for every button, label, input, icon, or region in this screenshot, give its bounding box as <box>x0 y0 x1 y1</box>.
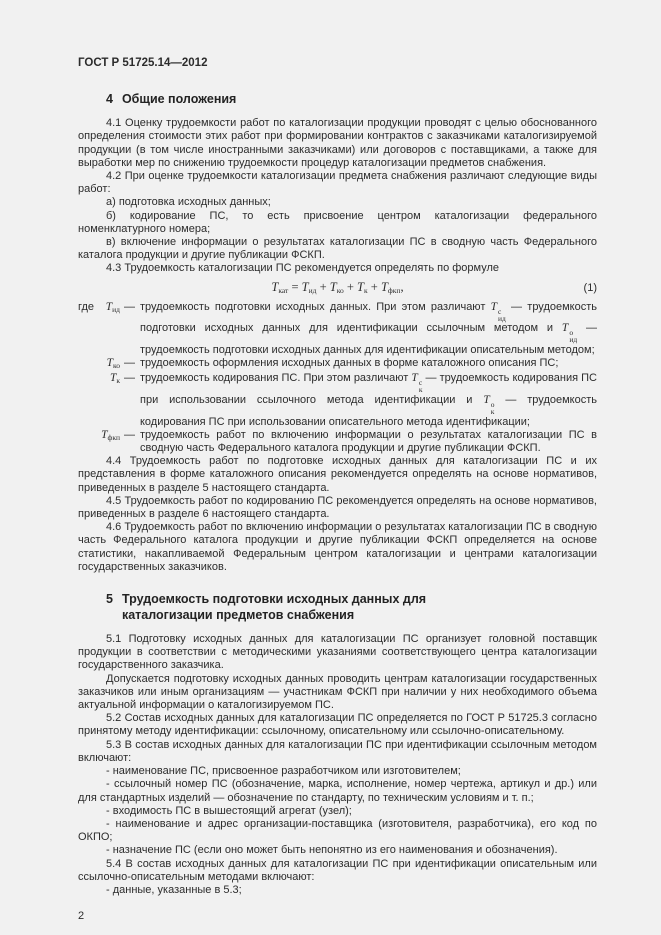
section-5-heading <box>106 591 597 623</box>
formula-row <box>78 281 597 297</box>
paragraph-5-4: 5.4 В состав исходных данных для каталогизации ПС при идентификации описательным или ссылочно-описательным методами включают: <box>78 857 597 883</box>
definition-row <box>78 301 597 357</box>
section-4-title: Общие положения <box>121 92 237 107</box>
paragraph-4-2: 4.2 При оценке трудоемкости каталогизации предмета снабжения различают следующие виды работ: <box>78 170 597 196</box>
term-definition: трудоемкость подготовки исходных данных. При этом различают Т с ид — трудоемкость подготовки исходных данных для идентификации ссылочным методом и Т о ид — трудоемкость подготовки исходных данных для идентификации описательным методом; <box>140 300 598 357</box>
definition-list <box>78 301 597 455</box>
paragraph-5-1b: Допускается подготовку исходных данных проводить центрам каталогизации государственных заказчиков или иным организациям — участникам ФСКП при наличии у них необходимого объема актуальной информации о каталогизируемом ПС. <box>78 672 597 712</box>
term-symbol: $Т_{ид}$ <box>105 300 120 314</box>
paragraph-5-1: 5.1 Подготовку исходных данных для каталогизации ПС организует головной поставщик продукции в соответствии с методическими указаниями соответствующего центра каталогизации государственного заказчика. <box>78 633 597 672</box>
section-4-heading <box>106 91 597 107</box>
term-symbol: $Т_к$ <box>109 372 120 386</box>
list-item: - наименование ПС, присвоенное разработчиком или изготовителем; <box>106 765 461 778</box>
paragraph-4-6: 4.6 Трудоемкость работ по включению информации о результатах каталогизации ПС в сводную часть Федерального каталога продукции и другие публикации ФСКП определяется на основе статистики, накапливаемой Федеральным центром каталогизации и центрами каталогизации государственных заказчиков. <box>78 521 597 573</box>
page-content <box>78 57 597 923</box>
term-dash: — <box>124 357 135 370</box>
term-dash: — <box>124 300 135 313</box>
definition-row <box>78 372 597 428</box>
paragraph-4-3: 4.3 Трудоемкость каталогизации ПС рекомендуется определять по формуле <box>106 262 500 275</box>
formula: $Т_{кат} = Т_{ид} + Т_{ко} + Т_к + Т_{фкп}$, <box>271 279 404 295</box>
page-number: 2 <box>78 910 85 923</box>
list-item: - входимость ПС в вышестоящий агрегат (узел); <box>106 804 352 817</box>
list-item-b: б) кодирование ПС, то есть присвоение центром каталогизации федерального номенклатурного номера; <box>78 209 597 235</box>
list-item: - назначение ПС (если оно может быть непонятно из его наименования и обозначения). <box>106 844 558 857</box>
list-item: - данные, указанные в 5.3; <box>106 883 242 896</box>
term-symbol: $Т_{фкп}$ <box>101 428 120 442</box>
term-dash: — <box>124 372 135 385</box>
paragraph-4-4: 4.4 Трудоемкость работ по подготовке исходных данных для каталогизации ПС и их представления в форме каталожного описания рекомендуется определять на основе нормативов, приведенных в разделе 5 настоящего стандарта. <box>78 455 597 494</box>
formula-number: (1) <box>583 281 597 294</box>
running-header: ГОСТ Р 51725.14—2012 <box>78 57 208 69</box>
definition-row <box>78 429 597 455</box>
where-label <box>78 429 96 455</box>
term-dash: — <box>124 428 135 441</box>
paragraph-5-2: 5.2 Состав исходных данных для каталогизации ПС определяется по ГОСТ Р 51725.3 согласно принятому методу идентификации: ссылочному, описательному или ссылочно-описательному. <box>78 712 597 738</box>
list-item: - ссылочный номер ПС (обозначение, марка, исполнение, номер чертежа, артикул и др.) или для стандартных изделий — обозначение по стандарту, по техническим условиям и т. п.; <box>78 778 597 804</box>
paragraph-5-3: 5.3 В состав исходных данных для каталогизации ПС при идентификации ссылочным методом включают: <box>78 738 597 764</box>
term-symbol: $Т_{ко}$ <box>106 357 120 371</box>
where-label <box>78 372 96 428</box>
where-label: где <box>78 300 95 313</box>
section-5-title: Трудоемкость подготовки исходных данных для каталогизации предметов снабжения <box>121 592 427 623</box>
list-item-a: а) подготовка исходных данных; <box>106 196 271 209</box>
section-4-number: 4 <box>106 92 113 107</box>
definition-row <box>78 357 597 372</box>
paragraph-4-5: 4.5 Трудоемкость работ по кодированию ПС рекомендуется определять на основе нормативов, приведенных в разделе 6 настоящего стандарта. <box>78 494 597 521</box>
term-definition: трудоемкость кодирования ПС. При этом различают Т с к — трудоемкость кодирования ПС при использовании ссылочного метода идентификации и Т о к — трудоемкость кодирования ПС при использовании описательного метода идентификации; <box>140 372 598 428</box>
list-item-v: в) включение информации о результатах каталогизации ПС в сводную часть Федерального каталога продукции и другие публикации ФСКП. <box>78 236 597 262</box>
list-item: - наименование и адрес организации-поставщика (изготовителя, разработчика), его код по ОКПО; <box>78 817 597 844</box>
term-definition: трудоемкость оформления исходных данных в форме каталожного описания ПС; <box>140 357 559 370</box>
section-5-number: 5 <box>106 592 113 607</box>
where-label <box>78 357 96 372</box>
term-definition: трудоемкость работ по включению информации о результатах каталогизации ПС в сводную часть Федерального каталога продукции и другие публикации ФСКП. <box>140 428 597 455</box>
paragraph-4-1: 4.1 Оценку трудоемкости работ по каталогизации продукции проводят с целью обоснованного определения стоимости этих работ при формировании контрактов с заказчиками каталогизируемой продукции (в том числе иностранными заказчиками) или договоров с поставщиками, а также для выработки мер по снижению трудоемкости процедур каталогизации предметов снабжения. <box>78 117 597 169</box>
